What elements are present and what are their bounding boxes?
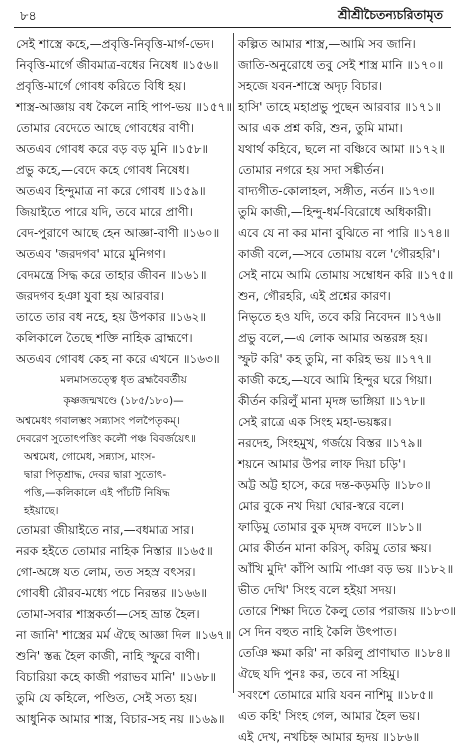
verse-line: ভীত দেখি' সিংহ বলে হইয়া সদয়। bbox=[238, 583, 397, 597]
verse-line: তোমা-সবার শাস্ত্রকর্তা—সেহ ভ্রান্ত হৈল। bbox=[16, 607, 200, 621]
verse-line: হাসি' তাহে মহাপ্রভু পুছেন আরবার ॥১৭১॥ bbox=[238, 100, 442, 114]
verse-line: প্রবৃত্তি-মার্গে গোবধ করিতে বিধি হয়। bbox=[16, 79, 186, 93]
verse-line: কাজী কহে,—যবে আমি হিন্দুর ঘরে গিয়া। bbox=[238, 373, 432, 387]
verse-line: সে দিন বহুত নাহি কৈলি উৎপাত। bbox=[238, 625, 397, 639]
verse-line: অশ্বমেধ, গোমেধ, সন্ন্যাস, মাংস- bbox=[24, 451, 156, 463]
verse-line: তোমার বেদেতে আছে গোবধের বাণী। bbox=[16, 121, 195, 135]
verse-line: জরদগব হঞা যুবা হয় আরবার। bbox=[16, 289, 164, 303]
header-rule bbox=[14, 27, 451, 28]
verse-line: অতএব 'জরদগব' মারে মুনিগণ। bbox=[16, 247, 166, 261]
verse-line: কীর্তন করিলুঁ মানা মৃদঙ্গ ভাঙ্গিয়া ॥১৭৮॥ bbox=[238, 394, 426, 408]
verse-line: এই দেখ, নখচিহ্ন আমার হৃদয় ॥১৮৬॥ bbox=[238, 730, 420, 744]
verse-line: অট্ট অট্ট হাসে, করে দন্ত-কড়মড়ি ॥১৮০॥ bbox=[238, 478, 431, 492]
verse-line: কল্পিত আমার শাস্ত্র,—আমি সব জানি। bbox=[238, 37, 416, 51]
verse-line: নরক হইতে তোমার নাহিক নিস্তার ॥১৬৫॥ bbox=[16, 544, 213, 558]
verse-line: তুমি কাজী,—হিন্দু-ধর্ম-বিরোধে অধিকারী। bbox=[238, 205, 432, 219]
verse-line: বাদ্যগীত-কোলাহল, সঙ্গীত, নর্তন ॥১৭৩॥ bbox=[238, 184, 435, 198]
left-column bbox=[16, 34, 233, 726]
verse-line: শুন, গৌরহরি, এই প্রশ্নের কারণ। bbox=[238, 289, 391, 303]
verse-line: অতএব গোবধ করে বড় বড় মুনি ॥১৫৮॥ bbox=[16, 142, 209, 156]
running-title: শ্রীশ্রীচৈতন্যচরিতামৃত bbox=[338, 7, 443, 22]
verse-line: জিয়াইতে পারে যদি, তবে মারে প্রাণী। bbox=[16, 205, 193, 219]
verse-line: সবংশে তোমারে মারি যবন নাশিমু ॥১৮৫॥ bbox=[238, 688, 434, 702]
verse-line: প্রভু কহে,—বেদে কহে গোবধ নিষেধ। bbox=[16, 163, 190, 177]
verse-line: স্ফুট করি' কহ তুমি, না করিহ ভয় ॥১৭৭॥ bbox=[238, 352, 432, 366]
verse-line: সেই শাস্ত্রে কহে,—প্রবৃত্তি-নিবৃত্তি-মার্গ-ভেদ। bbox=[16, 37, 215, 51]
page-number: ৮৪ bbox=[20, 9, 37, 24]
verse-line: কাজী বলে,—সবে তোমায় বলে 'গৌরহরি'। bbox=[238, 247, 440, 261]
verse-line: শয়নে আমার উপর লাফ দিয়া চড়ি'। bbox=[238, 457, 406, 471]
verse-line: সহজে যবন-শাস্ত্রে অদৃঢ় বিচার। bbox=[238, 79, 383, 93]
column-divider bbox=[233, 33, 234, 693]
verse-line: যথার্থ কহিবে, ছলে না বঞ্চিবে আমা ॥১৭২॥ bbox=[238, 142, 446, 156]
verse-line: প্রভু বলে,—এ লোক আমার অন্তরঙ্গ হয়। bbox=[238, 331, 428, 345]
verse-line: আঁখি মুদি' কাঁপি আমি পাঞা বড় ভয় ॥১৮২॥ bbox=[238, 562, 454, 576]
verse-line: তেঞি ক্ষমা করি' না করিলু প্রাণাঘাত ॥১৮৪॥ bbox=[238, 646, 451, 660]
verse-line: বেদ-পুরাণে আছে হেন আজ্ঞা-বাণী ॥১৬০॥ bbox=[16, 226, 220, 240]
verse-line: শুনি' স্তব্ধ হৈল কাজী, নাহি স্ফুরে বাণী। bbox=[16, 649, 200, 663]
verse-line: মোর কীর্তন মানা করিস্, করিমু তোর ক্ষয়। bbox=[238, 541, 432, 555]
verse-line: তাতে তার বধ নহে, হয় উপকার ॥১৬২॥ bbox=[16, 310, 207, 324]
verse-line: বিচারিয়া কহে কাজী পরাভব মানি' ॥১৬৮॥ bbox=[16, 670, 217, 684]
verse-line: মলমাসতত্ত্বে ধৃত ব্রহ্মবৈবর্তীয় bbox=[60, 374, 187, 386]
verse-line: তোরে শিক্ষা দিতে কৈলু তোর পরাজয় ॥১৮৩॥ bbox=[238, 604, 457, 618]
verse-line: অশ্বমেধং গবালম্ভং সন্ন্যাসং পলপৈতৃকম্। bbox=[16, 415, 180, 427]
verse-line: নিবৃত্তি-মার্গে জীবমাত্র-বধের নিষেধ ॥১৫৬॥ bbox=[16, 58, 219, 72]
verse-line: কৃষ্ণজন্মখণ্ডে (১৮৫/১৮০)— bbox=[63, 395, 184, 407]
verse-line: মোর বুকে নখ দিয়া ঘোর-স্বরে বলে। bbox=[238, 499, 405, 513]
verse-line: অতএব গোবধ কেহ না করে এখনে ॥১৬৩॥ bbox=[16, 352, 220, 366]
verse-line: কলিকালে তৈছে শক্তি নাহিক ব্রাহ্মণে। bbox=[16, 331, 193, 345]
verse-line: এবে যে না কর মানা বুঝিতে না পারি ॥১৭৪॥ bbox=[238, 226, 450, 240]
verse-line: হইয়াছে। bbox=[24, 505, 59, 517]
verse-line: আর এক প্রশ্ন করি, শুন, তুমি মামা। bbox=[238, 121, 403, 135]
verse-line: জাতি-অনুরোধে তবু সেই শাস্ত্র মানি ॥১৭০॥ bbox=[238, 58, 444, 72]
verse-line: বেদমন্ত্রে সিদ্ধ করে তাহার জীবন ॥১৬১॥ bbox=[16, 268, 207, 282]
verse-line: নিভৃতে হও যদি, তবে করি নিবেদন ॥১৭৬॥ bbox=[238, 310, 442, 324]
verse-line: আধুনিক আমার শাস্ত্র, বিচার-সহ নয় ॥১৬৯॥ bbox=[16, 712, 225, 726]
verse-line: সেই নামে আমি তোমায় সম্বোধন করি ॥১৭৫॥ bbox=[238, 268, 454, 282]
verse-line: ঐছে যদি পুনঃ কর, তবে না সহিমু। bbox=[238, 667, 400, 681]
right-column bbox=[238, 34, 457, 744]
verse-line: পত্তি,—কলিকালে এই পাঁচটি নিষিদ্ধ bbox=[24, 487, 170, 499]
verse-line: গো-অঙ্গে যত লোম, তত সহস্র বৎসর। bbox=[16, 565, 196, 579]
verse-line: সেই রাত্রে এক সিংহ মহা-ভয়ঙ্কর। bbox=[238, 415, 392, 429]
verse-line: তুমি যে কহিলে, পণ্ডিত, সেই সত্য হয়। bbox=[16, 691, 198, 705]
verse-line: এত কহি' সিংহ গেল, আমার হৈল ভয়। bbox=[238, 709, 420, 723]
verse-line: গোবধী রৌরব-মধ্যে পচে নিরন্তর ॥১৬৬॥ bbox=[16, 586, 207, 600]
verse-line: অতএব হিন্দুমাত্র না করে গোবধ ॥১৫৯॥ bbox=[16, 184, 206, 198]
verse-line: ফাড়িমু তোমার বুক মৃদঙ্গ বদলে ॥১৮১॥ bbox=[238, 520, 422, 534]
page-header bbox=[0, 0, 461, 34]
verse-line: দেবরেণ সুতোৎপত্তিং কলৌ পঞ্চ বিবর্জয়েৎ॥ bbox=[16, 433, 196, 445]
verse-line: নরদেহ, সিংহমুখ, গর্জয়ে বিস্তর ॥১৭৯॥ bbox=[238, 436, 423, 450]
verse-line: না জানি' শাস্ত্রের মর্ম ঐছে আজ্ঞা দিল ॥১৬৭॥ bbox=[16, 628, 232, 642]
verse-line: শাস্ত্র-আজ্ঞায় বধ কৈলে নাহি পাপ-ভয় ॥১৫৭॥ bbox=[16, 100, 233, 114]
verse-line: দ্বারা পিতৃশ্রাদ্ধ, দেবর দ্বারা সুতোৎ- bbox=[24, 469, 167, 481]
verse-line: তোমরা জীয়াইতে নার,—বধমাত্র সার। bbox=[16, 523, 195, 537]
verse-line: তোমার নগরে হয় সদা সঙ্কীর্তন। bbox=[238, 163, 385, 177]
